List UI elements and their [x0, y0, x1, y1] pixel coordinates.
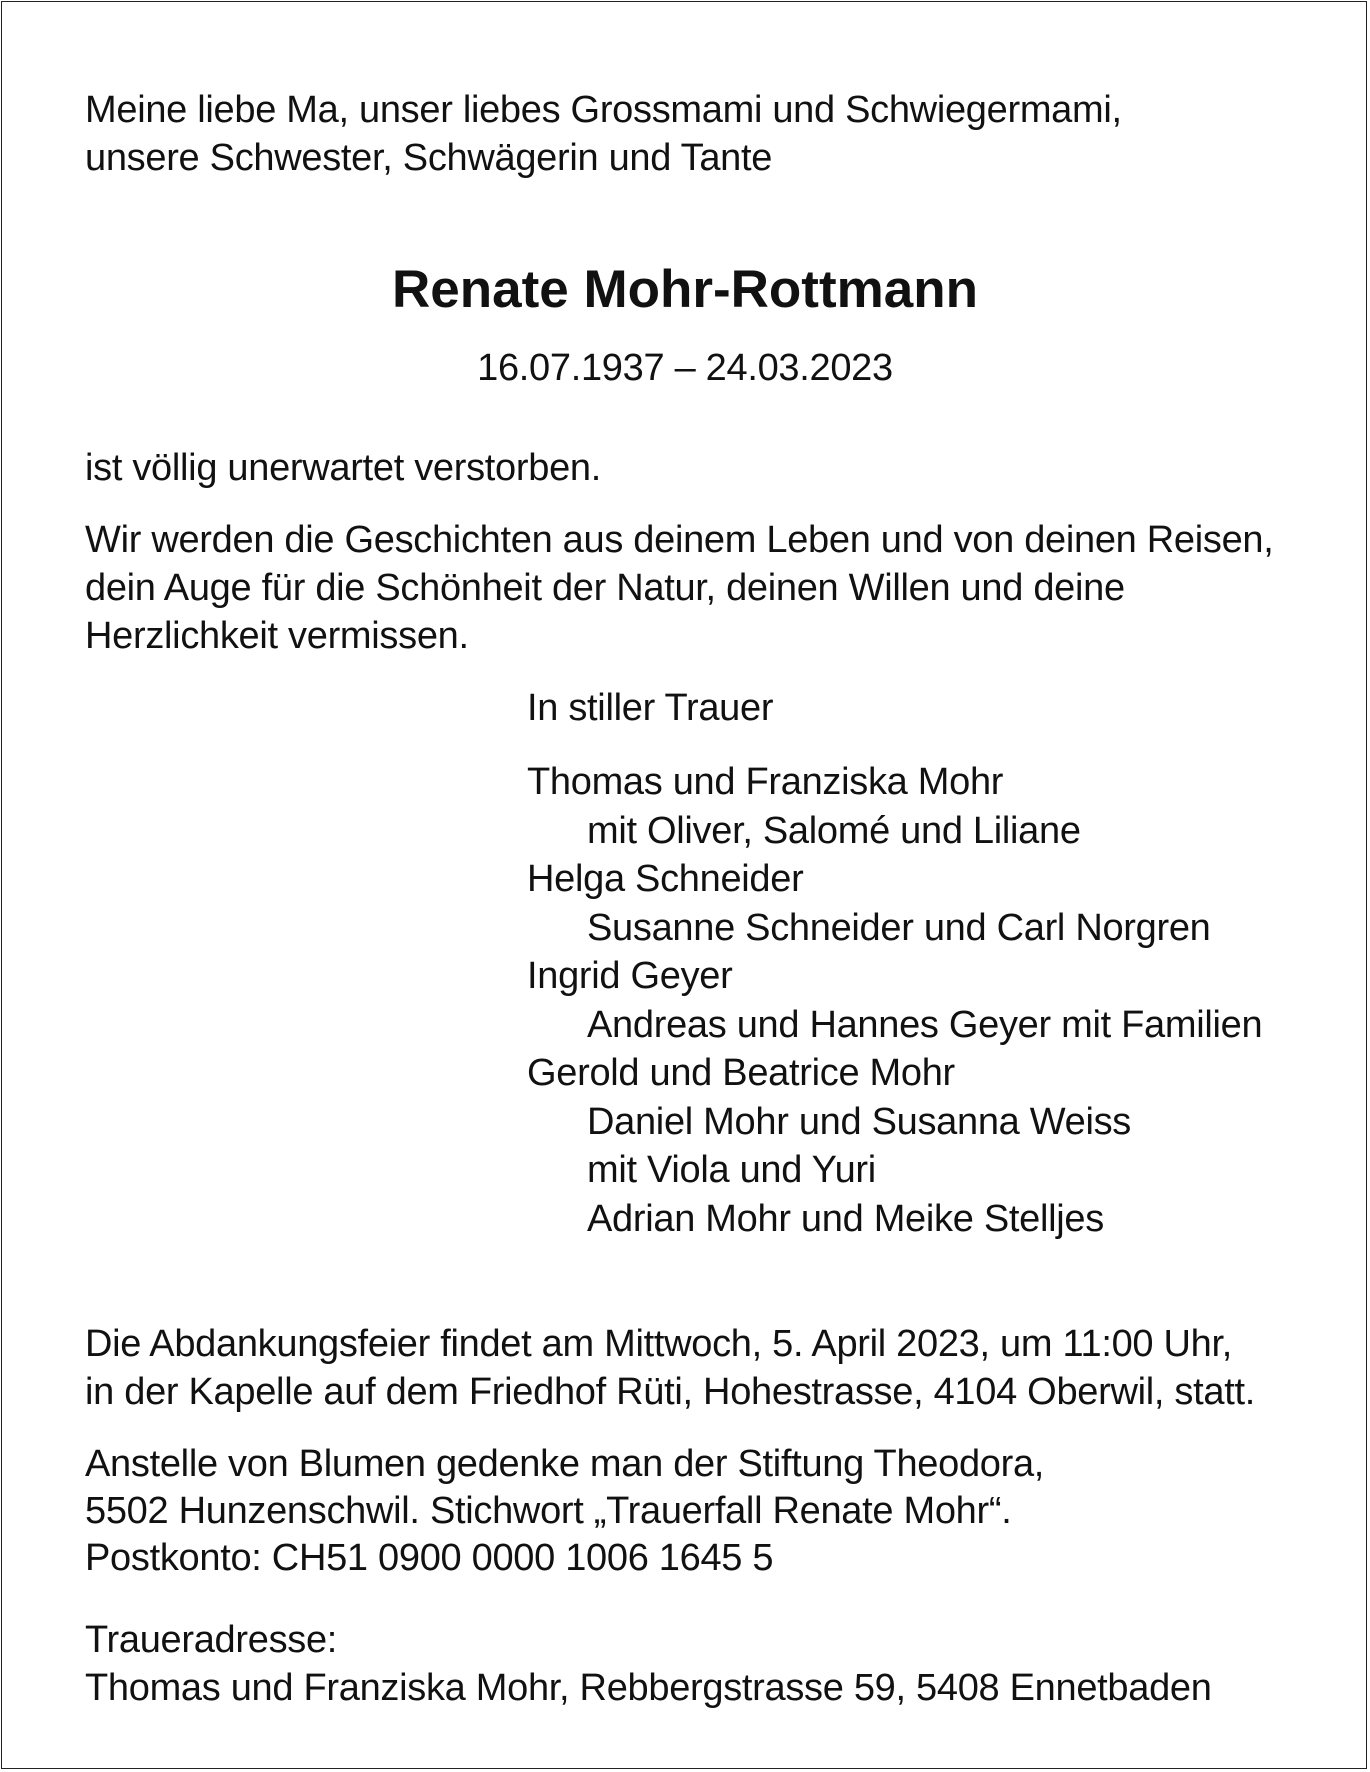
mourner-line: Susanne Schneider und Carl Norgren [587, 906, 1211, 949]
mourner-line: Gerold und Beatrice Mohr [527, 1052, 955, 1094]
address-label: Traueradresse: [85, 1619, 338, 1661]
mourner-line: Ingrid Geyer [527, 955, 733, 997]
paragraph-line: dein Auge für die Schönheit der Natur, deinen Willen und deine [85, 567, 1125, 609]
donation-line: 5502 Hunzenschwil. Stichwort „Trauerfall Renate Mohr“. [85, 1490, 1012, 1532]
ceremony-line: in der Kapelle auf dem Friedhof Rüti, Hohestrasse, 4104 Oberwil, statt. [85, 1371, 1255, 1413]
intro-text [85, 86, 1122, 182]
mourners-list [527, 758, 1262, 1243]
mourner-line: Thomas und Franziska Mohr [527, 761, 1004, 803]
mourner-line: Daniel Mohr und Susanna Weiss [587, 1100, 1132, 1143]
death-sentence: ist völlig unerwartet verstorben. [85, 447, 601, 489]
mourner-line: Adrian Mohr und Meike Stelljes [587, 1197, 1104, 1240]
intro-line: unsere Schwester, Schwägerin und Tante [85, 137, 773, 179]
life-dates: 16.07.1937 – 24.03.2023 [477, 347, 893, 389]
address-line: Thomas und Franziska Mohr, Rebbergstrasse 59, 5408 Ennetbaden [85, 1667, 1212, 1709]
paragraph-line: Wir werden die Geschichten aus deinem Leben und von deinen Reisen, [85, 519, 1274, 561]
ceremony-info [85, 1320, 1255, 1416]
mourner-line: mit Viola und Yuri [587, 1149, 876, 1191]
mourner-line: Helga Schneider [527, 858, 804, 900]
deceased-name: Renate Mohr-Rottmann [392, 260, 978, 319]
intro-line: Meine liebe Ma, unser liebes Grossmami und Schwiegermami, [85, 89, 1122, 131]
mourning-heading: In stiller Trauer [527, 687, 774, 729]
remembrance-paragraph [85, 516, 1274, 660]
donation-line: Postkonto: CH51 0900 0000 1006 1645 5 [85, 1537, 774, 1579]
mourning-address [85, 1616, 1212, 1712]
donation-line: Anstelle von Blumen gedenke man der Stiftung Theodora, [85, 1443, 1045, 1485]
mourner-line: Andreas und Hannes Geyer mit Familien [587, 1003, 1263, 1046]
mourner-line: mit Oliver, Salomé und Liliane [587, 809, 1081, 852]
ceremony-line: Die Abdankungsfeier findet am Mittwoch, 5. April 2023, um 11:00 Uhr, [85, 1323, 1232, 1365]
donation-info [85, 1440, 1044, 1581]
paragraph-line: Herzlichkeit vermissen. [85, 615, 469, 657]
